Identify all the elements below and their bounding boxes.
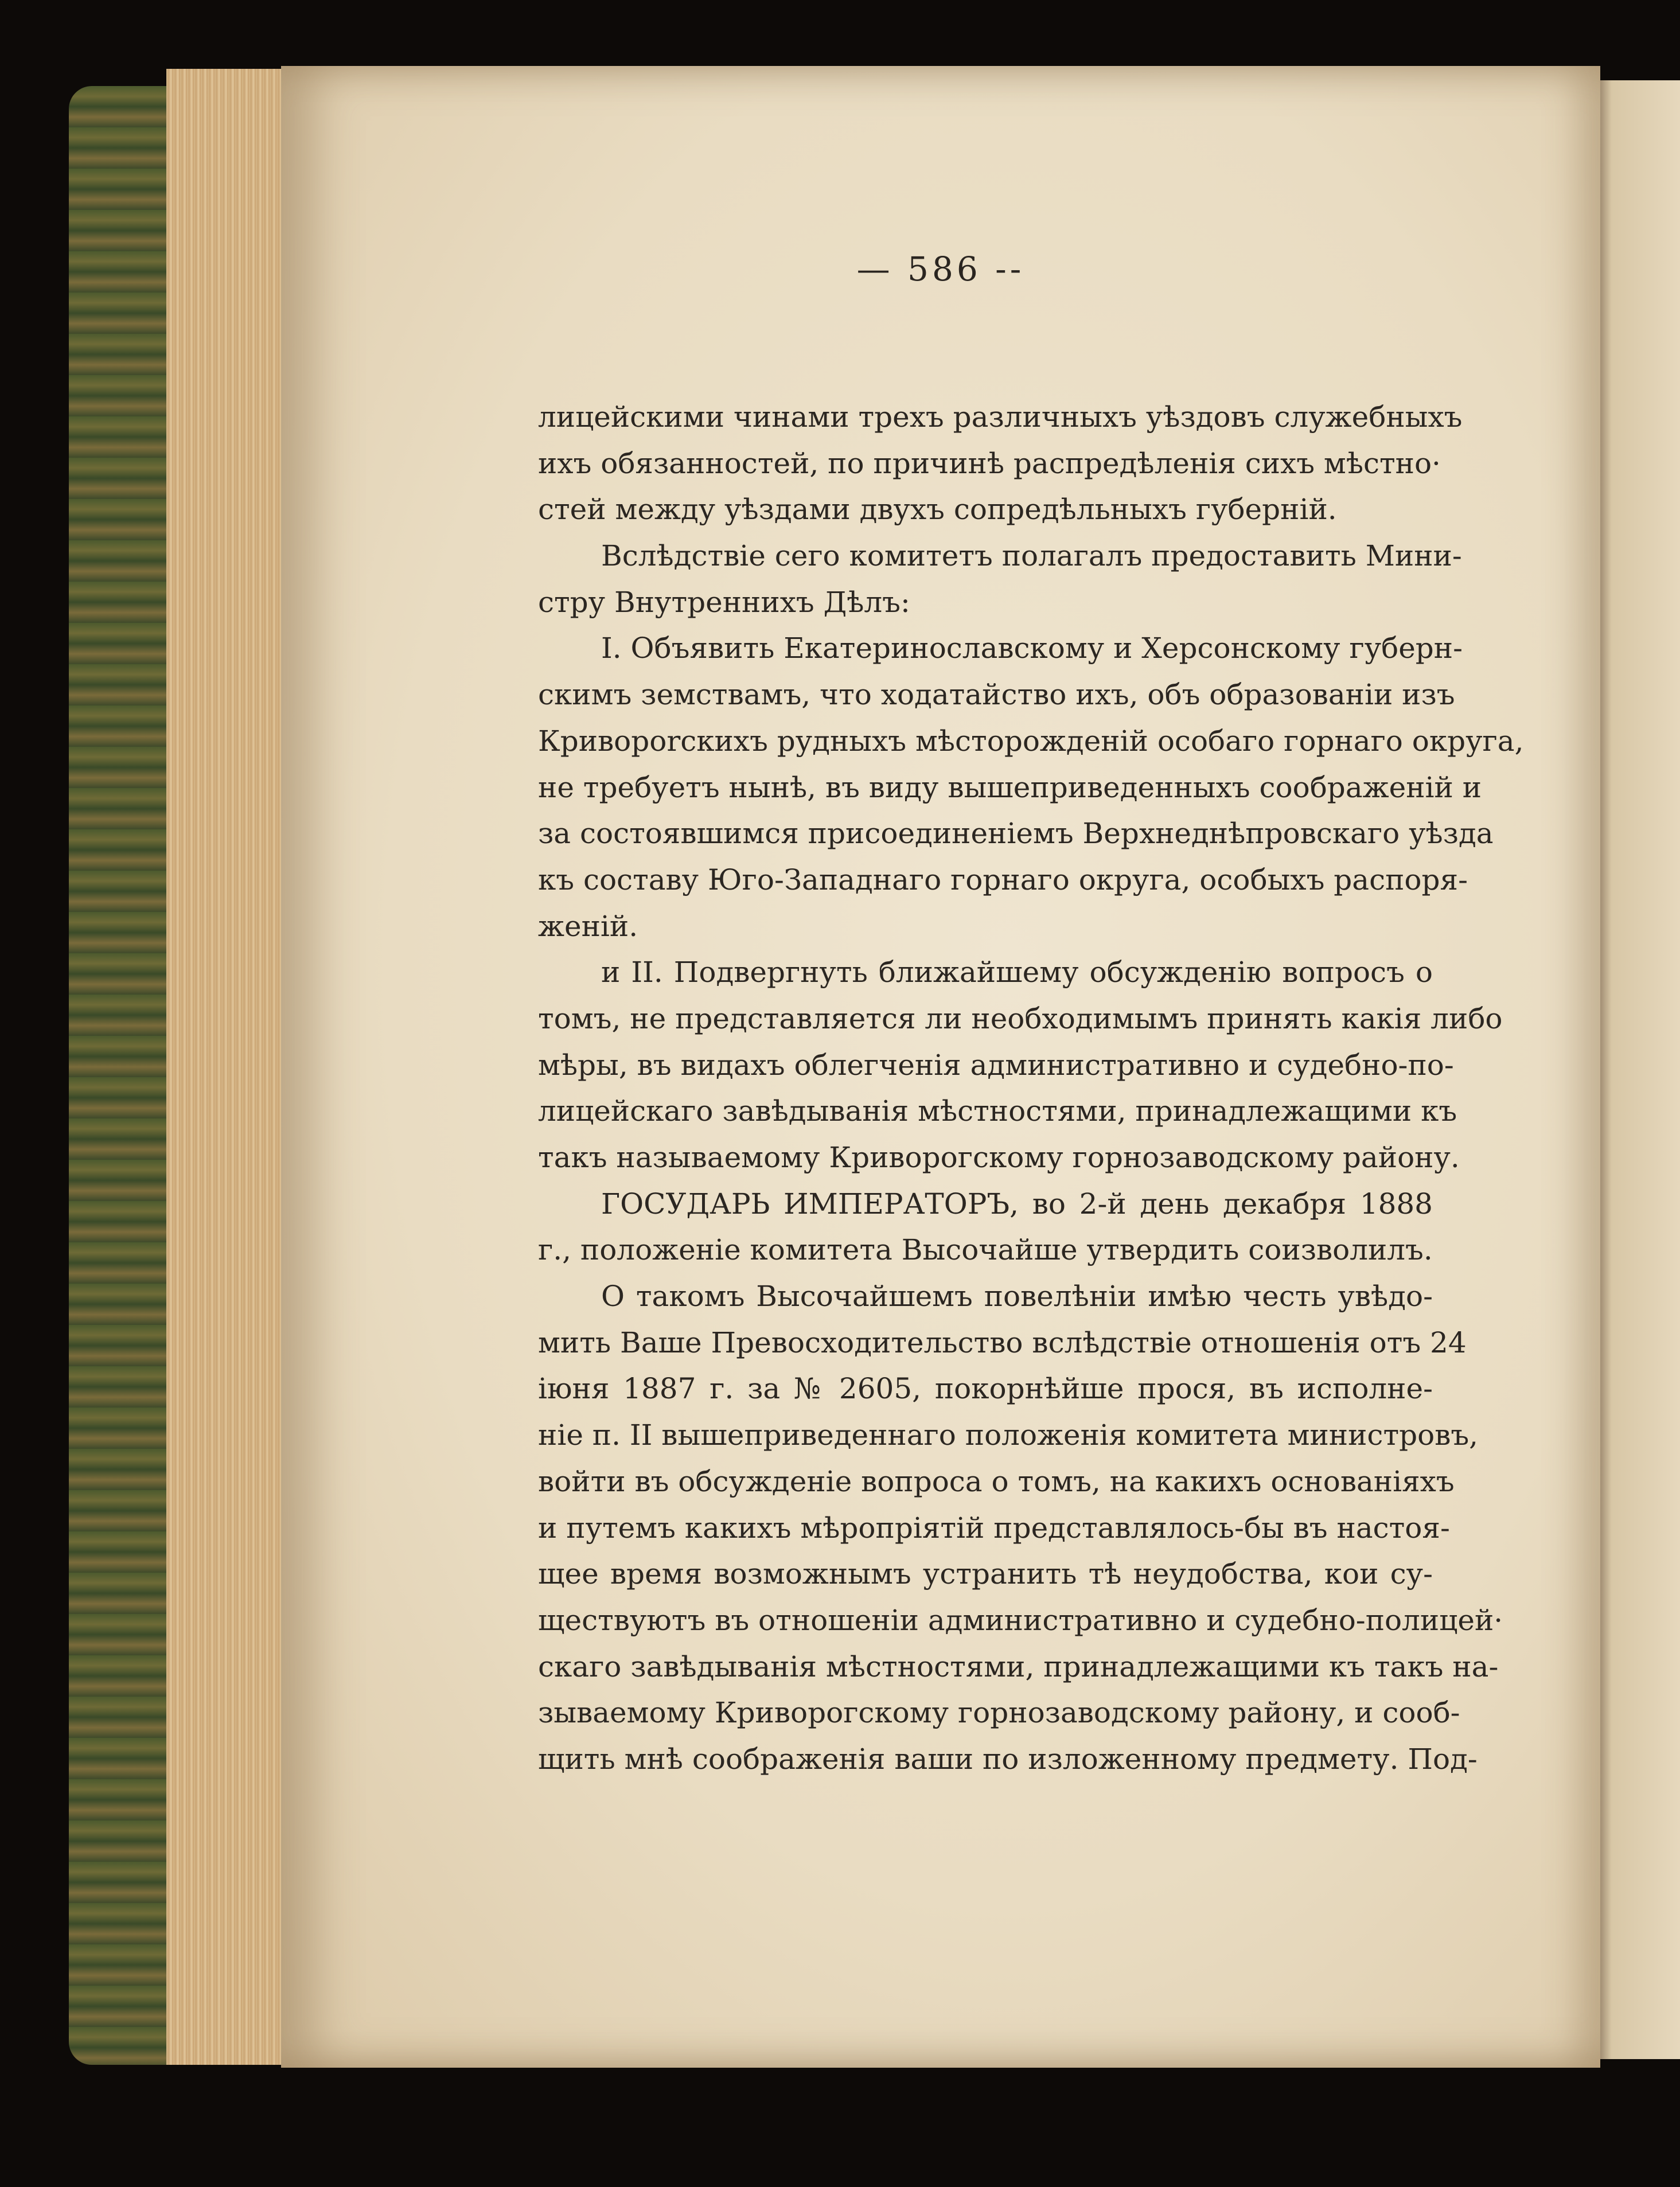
text-line: за состоявшимся присоединеніемъ Верхнеднѣпровскаго уѣзда (538, 817, 1494, 851)
page-edges (166, 69, 298, 2065)
text-line: ГОСУДАРЬ ИМПЕРАТОРЪ, во 2-й день декабря 1888 (601, 1187, 1433, 1221)
text-line: Кривороrскихъ рудныхъ мѣсторожденій особаго горнаго округа, (538, 724, 1524, 758)
book-page (281, 66, 1600, 2068)
text-line: щить мнѣ соображенія ваши по изложенному предмету. Под- (538, 1742, 1478, 1776)
text-line: щее время возможнымъ устранить тѣ неудобства, кои су- (538, 1557, 1433, 1591)
text-line: скаго завѣдыванія мѣстностями, принадлежащими къ такъ на- (538, 1650, 1499, 1683)
text-line: ществуютъ въ отношеніи административно и судебно-полицей· (538, 1603, 1503, 1637)
text-line: къ составу Юго-Западнаго горнаго округа, особыхъ распоря- (538, 863, 1468, 896)
page-number: — 586 -- (856, 250, 1025, 289)
text-line: не требуетъ нынѣ, въ виду вышеприведенныхъ соображеній и (538, 770, 1482, 804)
text-line: зываемому Криворогскому горнозаводскому району, и сооб- (538, 1696, 1460, 1730)
text-line: томъ, не представляется ли необходимымъ принять какія либо (538, 1001, 1503, 1035)
text-line: стей между уѣздами двухъ сопредѣльныхъ губерній. (538, 493, 1337, 527)
text-line: скимъ земствамъ, что ходатайство ихъ, объ образованіи изъ (538, 678, 1455, 712)
text-line: и II. Подвергнуть ближайшему обсужденію вопросъ о (601, 956, 1433, 989)
text-line: іюня 1887 г. за № 2605, покорнѣйше прося, въ исполне- (538, 1372, 1433, 1406)
text-line: войти въ обсужденіе вопроса о томъ, на какихъ основаніяхъ (538, 1464, 1455, 1498)
text-line: и путемъ какихъ мѣропріятій представлялось-бы въ настоя- (538, 1511, 1450, 1545)
text-line: мѣры, въ видахъ облегченія административно и судебно-по- (538, 1048, 1454, 1082)
page-text (538, 394, 1524, 1783)
text-line: стру Внутреннихъ Дѣлъ: (538, 585, 910, 619)
text-line: О такомъ Высочайшемъ повелѣніи имѣю честь увѣдо- (601, 1280, 1433, 1313)
text-line: г., положеніе комитета Высочайше утвердить соизволилъ. (538, 1233, 1433, 1267)
text-line: такъ называемому Криворогскому горнозаводскому району. (538, 1141, 1460, 1174)
text-line: Вслѣдствіе сего комитетъ полагалъ предоставить Мини- (601, 539, 1462, 573)
text-line: лицейскаго завѣдыванія мѣстностями, принадлежащими къ (538, 1094, 1457, 1128)
facing-page (1589, 80, 1680, 2059)
text-line: ніе п. II вышеприведеннаго положенія комитета министровъ, (538, 1418, 1479, 1452)
text-line: лицейскими чинами трехъ различныхъ уѣздовъ служебныхъ (538, 400, 1463, 434)
text-line: ихъ обязанностей, по причинѣ распредѣленія сихъ мѣстно· (538, 446, 1441, 480)
text-line: женій. (538, 909, 638, 943)
text-line: мить Ваше Превосходительство вслѣдствіе отношенія отъ 24 (538, 1326, 1467, 1359)
text-line: I. Объявить Екатеринославскому и Херсонскому губерн- (601, 631, 1463, 665)
